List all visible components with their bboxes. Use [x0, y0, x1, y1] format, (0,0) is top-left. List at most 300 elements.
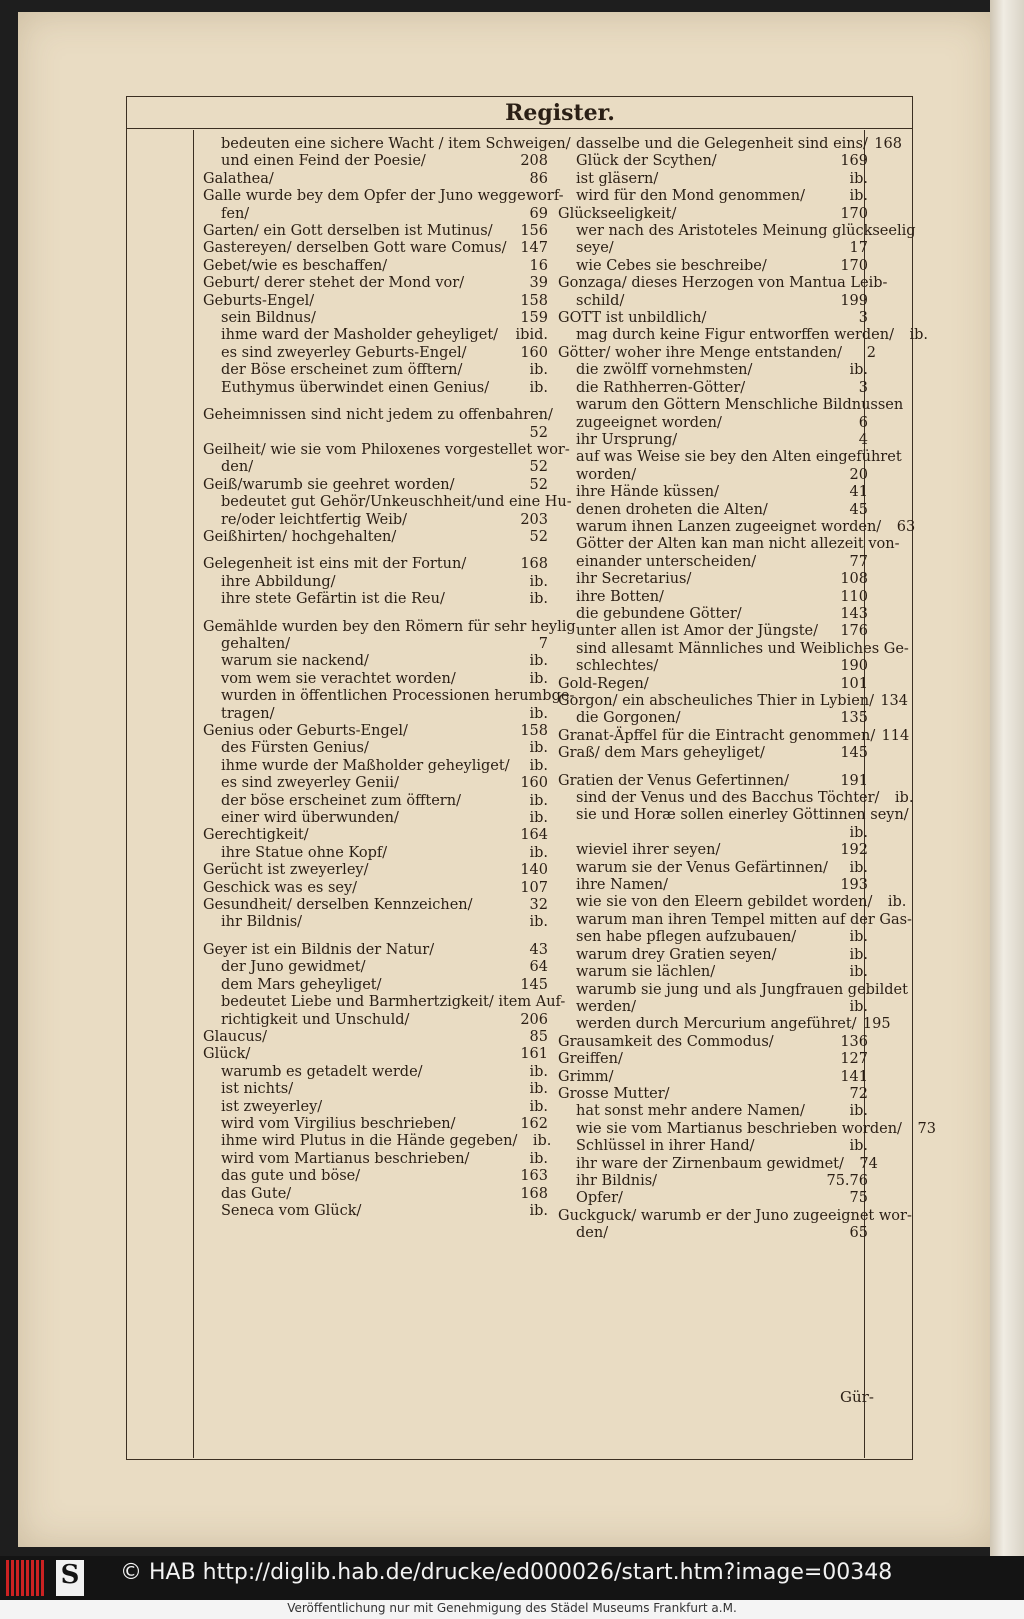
entry-page-number: ib.	[849, 362, 868, 379]
entry-page-number: ib.	[529, 591, 548, 608]
entry-text: einer wird überwunden/	[221, 810, 399, 827]
entry-text: ihme wird Plutus in die Hände gegeben/	[221, 1133, 518, 1150]
entry-text: GOTT ist unbildlich/	[558, 310, 707, 327]
index-entry	[558, 293, 868, 310]
entry-page-number: 52	[529, 476, 548, 493]
entry-text: Gastereyen/ derselben Gott ware Comus/	[203, 240, 507, 257]
index-entry	[558, 981, 908, 999]
entry-page-number: 114	[881, 727, 910, 744]
entry-page-number: 176	[840, 623, 868, 640]
entry-text: ihr ware der Zirnenbaum gewidmet/	[576, 1155, 844, 1172]
entry-page-number: 127	[840, 1051, 868, 1068]
entry-text: einander unterscheiden/	[576, 553, 757, 570]
index-entry	[558, 964, 868, 981]
entry-text: warum drey Gratien seyen/	[576, 946, 777, 963]
entry-page-number: 136	[840, 1033, 868, 1050]
index-entry	[203, 914, 548, 931]
entry-text: dasselbe und die Gelegenheit sind eins/	[576, 136, 868, 152]
entry-text: wie sie von den Eleern gebildet worden/	[576, 894, 873, 911]
entry-text: bedeutet gut Gehör/Unkeuschheit/und eine Hu-	[221, 494, 572, 511]
entry-page-number: 135	[840, 710, 868, 727]
entry-page-number: 206	[520, 1011, 548, 1028]
running-head: Register.	[505, 100, 615, 126]
index-entry	[558, 554, 868, 571]
index-entry	[558, 449, 902, 466]
index-entry	[558, 842, 868, 859]
entry-page-number: 193	[840, 877, 868, 894]
entry-page-number: ib.	[529, 705, 548, 722]
entry-text: worden/	[576, 466, 637, 483]
entry-text: warum den Göttern Menschliche Bildnussen	[576, 397, 904, 414]
entry-page-number: 45	[849, 501, 868, 518]
index-entry	[203, 723, 548, 740]
entry-text: sen habe pflegen aufzubauen/	[576, 929, 797, 946]
index-entry	[558, 745, 868, 762]
index-entry	[203, 310, 548, 327]
index-entry	[558, 947, 868, 964]
index-entry	[203, 188, 564, 205]
index-entry	[203, 275, 548, 292]
entry-text: Gelegenheit ist eins mit der Fortun/	[203, 556, 467, 573]
entry-page-number: 192	[840, 842, 868, 859]
entry-text: gehalten/	[221, 635, 291, 652]
entry-text: die Gorgonen/	[576, 710, 681, 727]
entry-page-number: 43	[529, 941, 548, 958]
entry-text: Geiß/warumb sie geehret worden/	[203, 476, 455, 493]
entry-page-number: 20	[849, 466, 868, 483]
index-entry	[558, 275, 888, 292]
index-entry	[558, 518, 916, 536]
index-entry	[558, 1225, 868, 1242]
entry-page-number: ib.	[532, 1133, 552, 1150]
entry-page-number: ib.	[849, 946, 868, 963]
index-entry	[558, 1069, 868, 1086]
entry-page-number: 168	[520, 1185, 548, 1202]
index-entry	[203, 1203, 548, 1220]
entry-text: Geyer ist ein Bildnis der Natur/	[203, 941, 435, 958]
entry-page-number: ib.	[529, 379, 548, 396]
index-entry	[203, 327, 548, 344]
index-entry	[558, 1207, 912, 1225]
index-entry	[558, 153, 868, 170]
entry-page-number: 147	[520, 240, 548, 257]
index-entry	[558, 807, 909, 824]
entry-text: warum sie lächlen/	[576, 964, 716, 981]
index-entry	[203, 653, 548, 670]
entry-text: des Fürsten Genius/	[221, 740, 369, 757]
index-entry	[203, 223, 548, 240]
entry-page-number	[900, 536, 934, 553]
entry-text: warumb es getadelt werde/	[221, 1063, 423, 1080]
entry-page-number: ib.	[849, 1138, 868, 1155]
entry-text: Geilheit/ wie sie vom Philoxenes vorgestellet wor-	[203, 441, 570, 458]
entry-text: sein Bildnus/	[221, 310, 316, 327]
entry-page-number: 4	[858, 431, 868, 448]
entry-text: vom wem sie verachtet worden/	[221, 670, 456, 687]
entry-text: Geschick was es sey/	[203, 879, 358, 896]
entry-text: die gebundene Götter/	[576, 605, 742, 622]
entry-text: sie und Horæ sollen einerley Göttinnen seyn/	[576, 807, 909, 824]
entry-page-number	[916, 223, 950, 240]
index-entry	[558, 415, 868, 432]
index-entry	[203, 293, 548, 310]
index-entry	[203, 1168, 548, 1185]
index-entry	[203, 556, 548, 573]
entry-text: hat sonst mehr andere Namen/	[576, 1103, 805, 1120]
index-entry	[558, 929, 868, 946]
entry-page-number	[887, 275, 921, 292]
entry-text: ihre Hände küssen/	[576, 484, 720, 501]
entry-page-number: 74	[859, 1155, 878, 1172]
entry-page-number: ib.	[529, 1081, 548, 1098]
index-entry	[203, 459, 548, 476]
index-entry	[558, 1103, 868, 1120]
entry-text: ist zweyerley/	[221, 1098, 323, 1115]
entry-page-number: 169	[840, 153, 868, 170]
index-entry	[558, 380, 868, 397]
entry-text: Grimm/	[558, 1068, 614, 1085]
entry-text: Grausamkeit des Commodus/	[558, 1033, 774, 1050]
index-entry	[558, 571, 868, 588]
index-entry	[203, 862, 548, 879]
entry-page-number: 160	[520, 775, 548, 792]
entry-text: Seneca vom Glück/	[221, 1202, 362, 1219]
entry-text: der Juno gewidmet/	[221, 959, 366, 976]
index-entry	[558, 877, 868, 894]
entry-page-number: 199	[840, 292, 868, 309]
index-entry	[558, 258, 868, 275]
entry-text: warumb sie jung und als Jungfrauen gebildet	[576, 981, 908, 998]
index-entry	[203, 407, 553, 424]
entry-page-number: 3	[858, 379, 868, 396]
entry-text: zugeeignet worden/	[576, 414, 722, 431]
index-entry	[558, 999, 868, 1016]
index-entry	[558, 640, 909, 658]
entry-page-number: ib.	[849, 1103, 868, 1120]
index-entry	[203, 529, 548, 546]
entry-text: Graß/ dem Mars geheyliget/	[558, 745, 765, 762]
entry-text: Glück/	[203, 1046, 251, 1063]
index-entry	[558, 911, 912, 929]
entry-page-number: 77	[849, 553, 868, 570]
entry-page-number: 2	[866, 344, 876, 361]
entry-page-number: ib.	[529, 792, 548, 809]
entry-text: Götter/ woher ihre Menge entstanden/	[558, 344, 842, 361]
index-entry	[558, 188, 868, 205]
entry-page-number: 203	[520, 511, 548, 528]
index-entry	[558, 310, 868, 327]
entry-page-number: 170	[840, 257, 868, 274]
index-entry	[558, 1016, 891, 1033]
index-entry	[203, 425, 548, 442]
entry-page-number: 110	[840, 588, 868, 605]
entry-text: seye/	[576, 240, 614, 257]
entry-text: werden durch Mercurium angeführet/	[576, 1016, 857, 1033]
entry-text: wird vom Martianus beschrieben/	[221, 1150, 470, 1167]
entry-text: das Gute/	[221, 1185, 292, 1202]
index-entry	[203, 671, 548, 688]
entry-text: Götter der Alten kan man nicht allezeit von-	[576, 536, 900, 553]
entry-page-number: ib.	[529, 573, 548, 590]
index-entry	[558, 693, 909, 710]
entry-text: Glückseeligkeit/	[558, 205, 677, 222]
entry-page-number: 208	[520, 153, 548, 170]
entry-text: wird vom Virgilius beschrieben/	[221, 1115, 456, 1132]
entry-page-number: 168	[520, 556, 548, 573]
entry-text: sind der Venus und des Bacchus Töchter/	[576, 790, 880, 807]
entry-text: ihre Botten/	[576, 588, 664, 605]
entry-page-number: 170	[840, 205, 868, 222]
index-entry	[203, 1029, 548, 1046]
entry-page-number: 143	[840, 605, 868, 622]
index-entry	[558, 1173, 868, 1190]
index-entry	[558, 676, 868, 693]
entry-page-number: ib.	[849, 998, 868, 1015]
entry-text: ist gläsern/	[576, 170, 659, 187]
index-entry	[203, 827, 548, 844]
entry-text: warum ihnen Lanzen zugeeignet worden/	[576, 518, 882, 535]
index-entry	[203, 845, 548, 862]
entry-text: werden/	[576, 998, 637, 1015]
entry-text: Gerechtigkeit/	[203, 827, 309, 844]
entry-text: richtigkeit und Unschuld/	[221, 1011, 410, 1028]
entry-page-number: ib.	[529, 362, 548, 379]
entry-text: ihme wurde der Maßholder geheyliget/	[221, 757, 510, 774]
entry-text: den/	[576, 1225, 609, 1242]
index-entry	[203, 897, 548, 914]
index-entry	[203, 512, 548, 529]
entry-page-number: 39	[529, 275, 548, 292]
index-entry	[203, 345, 548, 362]
entry-page-number: 145	[840, 745, 868, 762]
entry-text: Geburt/ derer stehet der Mond vor/	[203, 275, 465, 292]
index-entry	[203, 775, 548, 792]
index-entry	[203, 810, 548, 827]
staedel-logo: S	[56, 1560, 84, 1596]
entry-page-number: 190	[840, 658, 868, 675]
entry-page-number: 52	[529, 528, 548, 545]
entry-text: Geburts-Engel/	[203, 292, 315, 309]
index-entry	[203, 636, 548, 653]
index-entry	[203, 240, 548, 257]
index-entry	[558, 606, 868, 623]
index-entry	[558, 1051, 868, 1068]
entry-text: schlechtes/	[576, 658, 659, 675]
entry-text: Geheimnissen sind nicht jedem zu offenbahren/	[203, 407, 553, 424]
index-entry	[203, 1133, 552, 1150]
entry-page-number: ib.	[887, 894, 907, 911]
index-entry	[558, 790, 914, 807]
index-entry	[558, 362, 868, 379]
index-entry	[558, 397, 904, 414]
catchword: Gür-	[840, 1388, 874, 1406]
entry-page-number	[909, 641, 943, 658]
index-entry	[203, 994, 566, 1011]
entry-text: Galle wurde bey dem Opfer der Juno weggeworf-	[203, 188, 564, 205]
index-entry	[203, 942, 548, 959]
entry-text: wurden in öffentlichen Processionen herumbge-	[221, 688, 575, 705]
entry-page-number: ib.	[529, 1063, 548, 1080]
entry-text: die Rathherren-Götter/	[576, 379, 746, 396]
entry-text: ihre Namen/	[576, 877, 668, 894]
entry-text: wird für den Mond genommen/	[576, 188, 805, 205]
index-entry	[203, 758, 548, 775]
index-entry	[203, 591, 548, 608]
entry-page-number: 64	[529, 959, 548, 976]
index-entry	[558, 1086, 868, 1103]
index-entry	[203, 880, 548, 897]
index-entry	[203, 136, 571, 153]
entry-page-number: 158	[520, 292, 548, 309]
entry-page-number: 65	[849, 1225, 868, 1242]
index-entry	[558, 623, 868, 640]
entry-page-number	[908, 982, 942, 999]
entry-page-number: 85	[529, 1028, 548, 1045]
entry-text: Grosse Mutter/	[558, 1085, 670, 1102]
index-entry	[558, 206, 868, 223]
index-entry	[558, 240, 868, 257]
entry-page-number: 134	[880, 693, 909, 709]
index-entry	[203, 362, 548, 379]
entry-text: der Böse erscheinet zum öfftern/	[221, 362, 463, 379]
entry-page-number: 140	[520, 862, 548, 879]
entry-page-number: 159	[520, 310, 548, 327]
entry-text: bedeuten eine sichere Wacht / item Schweigen/	[221, 136, 571, 152]
entry-page-number: 163	[520, 1168, 548, 1185]
entry-page-number: ib.	[849, 824, 868, 841]
index-entry	[203, 618, 576, 636]
entry-page-number: 69	[529, 205, 548, 222]
index-entry	[558, 710, 868, 727]
entry-page-number: 162	[520, 1115, 548, 1132]
entry-page-number: ib.	[849, 859, 868, 876]
entry-text: das gute und böse/	[221, 1168, 361, 1185]
entry-page-number	[903, 397, 937, 414]
entry-page-number: 52	[529, 424, 548, 441]
index-entry	[558, 1120, 936, 1138]
index-entry	[203, 1081, 548, 1098]
entry-text: re/oder leichtfertig Weib/	[221, 511, 408, 528]
entry-page-number: 161	[520, 1046, 548, 1063]
entry-text: ihr Bildnis/	[576, 1172, 658, 1189]
entry-page-number: ib.	[894, 790, 914, 807]
entry-page-number: 16	[529, 257, 548, 274]
index-entry	[558, 658, 868, 675]
entry-page-number: 41	[849, 484, 868, 501]
entry-page-number: 63	[896, 518, 916, 535]
entry-text: es sind zweyerley Geburts-Engel/	[221, 344, 467, 361]
entry-text: Gorgon/ ein abscheuliches Thier in Lybien/	[558, 693, 875, 709]
entry-text: ihre Statue ohne Kopf/	[221, 844, 388, 861]
entry-text: fen/	[221, 205, 250, 222]
facing-page-edge	[990, 0, 1024, 1556]
entry-text: schild/	[576, 292, 625, 309]
index-entry	[203, 1064, 548, 1081]
entry-page-number: ib.	[529, 757, 548, 774]
entry-page-number: ib.	[529, 1150, 548, 1167]
entry-text: ihr Bildnis/	[221, 914, 303, 931]
entry-page-number: 160	[520, 344, 548, 361]
index-entry	[558, 825, 868, 842]
index-entry	[558, 773, 868, 790]
entry-text: denen droheten die Alten/	[576, 501, 768, 518]
entry-page-number: 145	[520, 976, 548, 993]
entry-page-number: 107	[520, 879, 548, 896]
index-entry	[203, 688, 575, 705]
index-entry	[558, 484, 868, 501]
entry-page-number	[909, 807, 943, 824]
index-entry	[558, 344, 876, 362]
entry-text: ihme ward der Masholder geheyliget/	[221, 327, 499, 344]
entry-text: Glück der Scythen/	[576, 153, 717, 170]
entry-text: tragen/	[221, 705, 275, 722]
index-entry	[558, 136, 902, 153]
entry-text: Gesundheit/ derselben Kennzeichen/	[203, 897, 473, 914]
entry-page-number: 52	[529, 459, 548, 476]
entry-page-number: ib.	[529, 740, 548, 757]
index-entry	[203, 740, 548, 757]
index-entry	[203, 574, 548, 591]
entry-page-number: 73	[917, 1120, 936, 1137]
entry-page-number: 6	[858, 414, 868, 431]
entry-page-number: 86	[529, 170, 548, 187]
entry-text: ihr Ursprung/	[576, 431, 678, 448]
index-entry	[203, 959, 548, 976]
index-entry	[203, 1151, 548, 1168]
entry-text: Galathea/	[203, 170, 274, 187]
publication-notice: Veröffentlichung nur mit Genehmigung des Städel Museums Frankfurt a.M.	[287, 1601, 737, 1615]
index-entry	[558, 327, 928, 344]
entry-text: auf was Weise sie bey den Alten eingeführet	[576, 449, 902, 466]
entry-text: es sind zweyerley Genii/	[221, 775, 399, 792]
entry-page-number: 3	[858, 310, 868, 327]
index-entry	[558, 502, 868, 519]
index-entry	[203, 206, 548, 223]
index-entry	[558, 1155, 878, 1173]
entry-page-number: ib.	[849, 929, 868, 946]
header-rule	[126, 128, 913, 129]
index-entry	[558, 467, 868, 484]
entry-text: dem Mars geheyliget/	[221, 976, 382, 993]
index-entry	[558, 171, 868, 188]
index-entry	[558, 727, 910, 745]
entry-page-number: 75.76	[826, 1172, 868, 1189]
entry-text: Geißhirten/ hochgehalten/	[203, 528, 397, 545]
index-entry	[203, 380, 548, 397]
index-entry	[558, 894, 907, 911]
entry-page-number: ib.	[529, 670, 548, 687]
entry-text: wie sie vom Martianus beschrieben worden/	[576, 1120, 902, 1137]
index-entry	[558, 1190, 868, 1207]
index-column-right	[558, 136, 936, 1243]
source-url[interactable]: © HAB http://diglib.hab.de/drucke/ed000026/start.htm?image=00348	[120, 1560, 893, 1585]
entry-text: bedeutet Liebe und Barmhertzigkeit/ item Auf-	[221, 994, 566, 1011]
entry-page-number: ibid.	[515, 327, 548, 344]
entry-text: der böse erscheinet zum öfftern/	[221, 792, 461, 809]
index-entry	[558, 536, 900, 553]
entry-text: Genius oder Geburts-Engel/	[203, 723, 408, 739]
entry-text: Gemählde wurden bey den Römern für sehr heylig	[203, 618, 576, 635]
entry-page-number: ib.	[849, 188, 868, 205]
entry-text: ihr Secretarius/	[576, 571, 692, 588]
index-entry	[558, 432, 868, 449]
entry-page-number: 72	[849, 1085, 868, 1102]
entry-page-number: 158	[520, 723, 548, 739]
entry-text: Opfer/	[576, 1190, 623, 1207]
entry-page-number: 101	[840, 675, 868, 692]
index-entry	[558, 223, 916, 240]
entry-page-number: 168	[874, 136, 902, 152]
